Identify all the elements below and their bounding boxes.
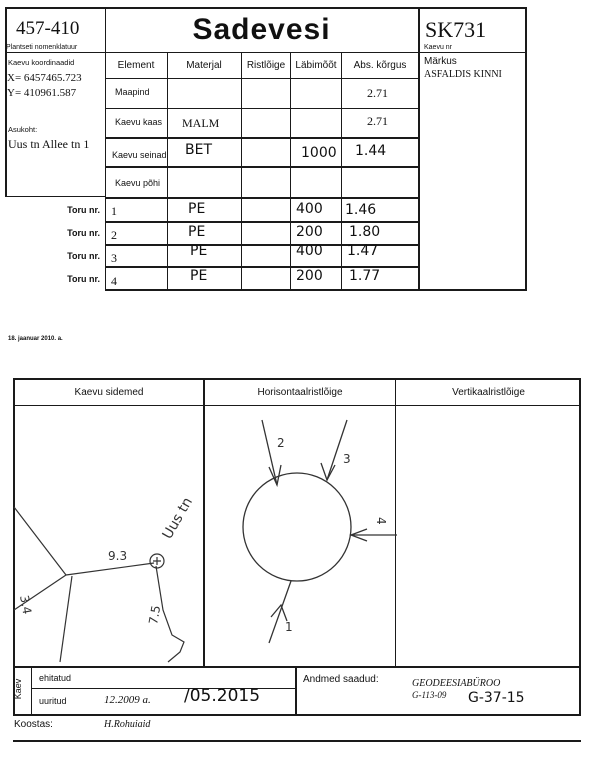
row-abs-height: 1.44 bbox=[355, 143, 387, 159]
pipe-abs-height: 1.47 bbox=[347, 243, 379, 259]
top-card bbox=[0, 0, 598, 300]
uuritud-date: 12.2009 a. bbox=[104, 694, 151, 706]
pipe-row bbox=[40, 223, 418, 244]
pipe-abs-height: 1.80 bbox=[349, 224, 381, 240]
pipe-number: 3 bbox=[111, 251, 117, 265]
pipe-row bbox=[40, 243, 418, 266]
table-row bbox=[105, 139, 418, 166]
well-outline-circle bbox=[243, 473, 351, 581]
source-code: G-113-09 bbox=[412, 690, 447, 700]
pipe-abs-height: 1.46 bbox=[345, 202, 377, 218]
street-edge-line bbox=[66, 563, 154, 575]
pipe-number: 1 bbox=[111, 204, 117, 218]
well-number-caption: Kaevu nr bbox=[424, 44, 453, 51]
location-value: Uus tn Allee tn 1 bbox=[8, 137, 90, 151]
row-element-label: Maapind bbox=[115, 87, 150, 97]
table-row bbox=[105, 168, 418, 197]
sidemed-sketch bbox=[0, 400, 210, 670]
street-edge-line bbox=[60, 576, 72, 662]
street-edge-line bbox=[14, 507, 66, 575]
koostas-value: H.Rohuiaid bbox=[104, 719, 151, 730]
street-annotation: Uus tn bbox=[159, 494, 197, 542]
pipe-arrow bbox=[327, 420, 347, 480]
source-name: GEODEESIABÜROO bbox=[412, 678, 501, 689]
coord-y: Y= 410961.587 bbox=[7, 87, 77, 99]
andmed-label: Andmed saadud: bbox=[303, 674, 379, 685]
pipe-label: Toru nr. bbox=[67, 205, 100, 215]
ehitatud-label: ehitatud bbox=[39, 673, 72, 683]
distance-annotation: 3.4 bbox=[17, 594, 35, 616]
koostas-label: Koostas: bbox=[14, 719, 53, 730]
pipe-material: PE bbox=[188, 224, 206, 240]
table-row bbox=[105, 109, 418, 137]
pipe-material: PE bbox=[190, 268, 208, 284]
col-header-cross-section: Ristlõige bbox=[246, 60, 286, 71]
pipe-diameter: 400 bbox=[296, 201, 323, 217]
well-number: SK731 bbox=[425, 17, 487, 42]
pipe-number: 2 bbox=[111, 228, 117, 242]
row-material: BET bbox=[185, 142, 213, 158]
pipe-arrow-label: 2 bbox=[277, 436, 285, 450]
pipe-row bbox=[40, 199, 418, 221]
remarks-value: ASFALDIS KINNI bbox=[424, 69, 502, 80]
col-header-element: Element bbox=[117, 60, 155, 71]
panel-title-sidemed: Kaevu sidemed bbox=[74, 387, 144, 398]
coords-label: Kaevu koordinaadid bbox=[8, 58, 75, 67]
distance-annotation: 9.3 bbox=[108, 549, 128, 563]
remarks-label: Märkus bbox=[424, 56, 457, 67]
pipe-label: Toru nr. bbox=[67, 274, 100, 284]
col-header-material: Materjal bbox=[186, 60, 222, 71]
pipe-diameter: 200 bbox=[296, 268, 323, 284]
pipe-diameter: 400 bbox=[296, 243, 323, 259]
horizontal-section-sketch bbox=[205, 405, 388, 660]
pipe-material: PE bbox=[190, 243, 208, 259]
row-material: MALM bbox=[182, 116, 220, 130]
kaev-label: Kaev bbox=[13, 678, 23, 700]
panel-title-horizontal: Horisontaalristlõige bbox=[257, 387, 343, 398]
row-element-label: Kaevu põhi bbox=[115, 178, 161, 188]
pipe-arrow-label: 1 bbox=[285, 620, 293, 634]
nomenclature-number: 457-410 bbox=[16, 18, 80, 39]
coord-x: X= 6457465.723 bbox=[7, 72, 82, 84]
table-row bbox=[105, 79, 418, 108]
row-diameter: 1000 bbox=[301, 145, 337, 161]
pipe-diameter: 200 bbox=[296, 224, 323, 240]
row-abs-height: 2.71 bbox=[367, 114, 388, 128]
row-abs-height: 2.71 bbox=[367, 86, 388, 100]
pipe-label: Toru nr. bbox=[67, 228, 100, 238]
pipe-row bbox=[40, 268, 418, 289]
pipe-label: Toru nr. bbox=[67, 251, 100, 261]
source-code-added: G-37-15 bbox=[468, 690, 525, 706]
location-label: Asukoht: bbox=[8, 125, 38, 134]
pipe-material: PE bbox=[188, 201, 206, 217]
pipe-arrow-label: 4 bbox=[374, 517, 388, 525]
col-header-diameter: Läbimõõt bbox=[295, 60, 337, 71]
distance-annotation: 7.5 bbox=[146, 604, 164, 626]
row-element-label: Kaevu seinad bbox=[112, 150, 167, 160]
pipe-arrow bbox=[262, 420, 277, 485]
pipe-arrow-label: 3 bbox=[343, 452, 351, 466]
row-element-label: Kaevu kaas bbox=[115, 117, 163, 127]
pipe-abs-height: 1.77 bbox=[349, 268, 381, 284]
uuritud-label: uuritud bbox=[39, 696, 67, 706]
page-title: Sadevesi bbox=[192, 13, 331, 46]
pipe-number: 4 bbox=[111, 274, 117, 288]
col-header-abs-height: Abs. kõrgus bbox=[353, 60, 407, 71]
nomenclature-caption: Plantseti nomenklatuur bbox=[6, 44, 78, 51]
panel-title-vertical: Vertikaalristlõige bbox=[452, 387, 525, 398]
uuritud-date-added: /05.2015 bbox=[184, 686, 261, 706]
date-line: 18. jaanuar 2010. a. bbox=[8, 336, 63, 342]
